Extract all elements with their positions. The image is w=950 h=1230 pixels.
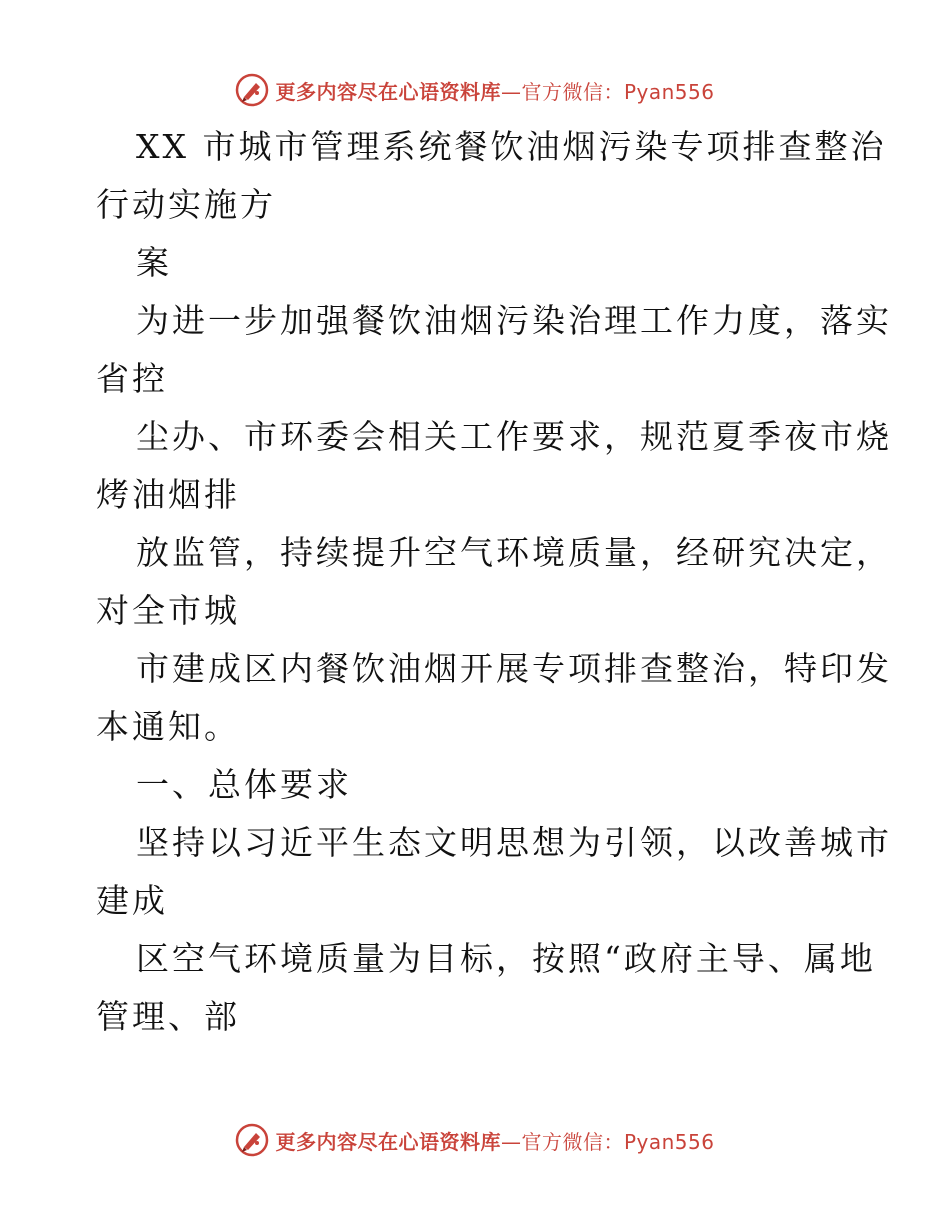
title-line-1: XX 市城市管理系统餐饮油烟污染专项排查整治 <box>136 127 887 166</box>
banner-dash: — <box>500 79 522 104</box>
title-line-2: 行动实施方 <box>96 185 276 224</box>
paragraph-line: 省控 <box>96 359 168 398</box>
document-body <box>96 118 892 1046</box>
banner-text <box>275 1126 714 1155</box>
banner-sub-text: 官方微信：Pyan556 <box>521 1129 715 1154</box>
footer-banner <box>0 1120 950 1160</box>
pen-logo-icon <box>235 73 269 107</box>
paragraph-line: 建成 <box>96 881 168 920</box>
section-heading: 一、总体要求 <box>136 765 352 804</box>
banner-main-text: 更多内容尽在心语资料库 <box>275 79 501 104</box>
pen-logo-icon <box>235 1123 269 1157</box>
banner-sub-text: 官方微信：Pyan556 <box>521 79 715 104</box>
banner-main-text: 更多内容尽在心语资料库 <box>275 1129 501 1154</box>
paragraph-line: 区空气环境质量为目标，按照“政府主导、属地 <box>136 939 876 978</box>
paragraph-line: 放监管，持续提升空气环境质量，经研究决定， <box>136 533 892 572</box>
banner-dash: — <box>500 1129 522 1154</box>
paragraph-line: 管理、部 <box>96 997 240 1036</box>
paragraph-line: 对全市城 <box>96 591 240 630</box>
paragraph-line: 坚持以习近平生态文明思想为引领，以改善城市 <box>136 823 892 862</box>
paragraph-line: 烤油烟排 <box>96 475 240 514</box>
paragraph-line: 尘办、市环委会相关工作要求，规范夏季夜市烧 <box>136 417 892 456</box>
paragraph-line: 为进一步加强餐饮油烟污染治理工作力度，落实 <box>136 301 892 340</box>
banner-text <box>275 76 714 105</box>
paragraph-line: 本通知。 <box>96 707 240 746</box>
title-line-3: 案 <box>136 243 172 282</box>
header-banner <box>0 70 950 110</box>
paragraph-line: 市建成区内餐饮油烟开展专项排查整治，特印发 <box>136 649 892 688</box>
